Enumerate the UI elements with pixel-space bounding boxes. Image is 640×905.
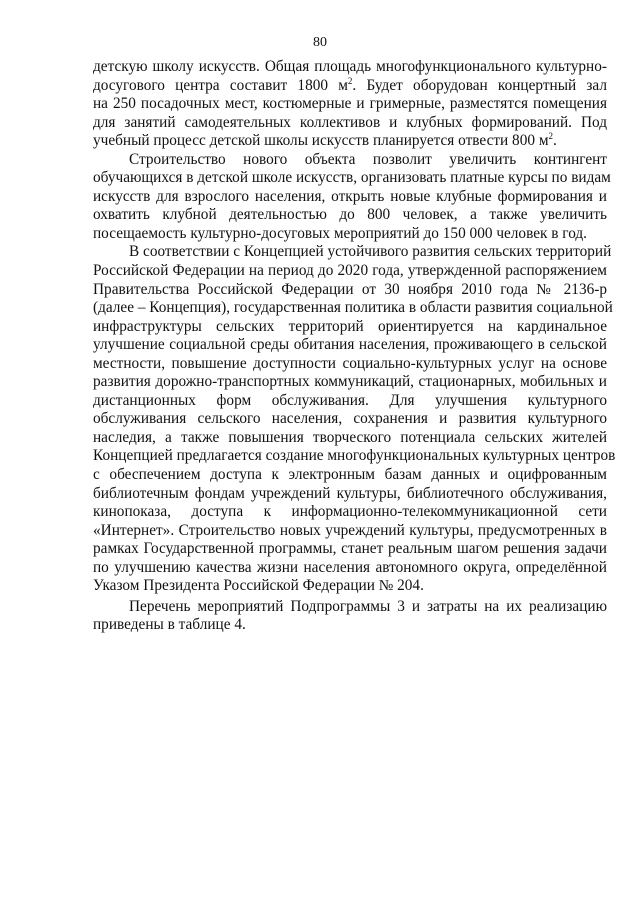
text-line: рамках Государственной программы, станет реальным шагом решения задачи	[93, 540, 607, 558]
text-line: на 250 посадочных мест, костюмерные и гримерные, разместятся помещения	[93, 95, 607, 113]
text-line: обучающихся в детской школе искусств, организовать платные курсы по видам	[93, 169, 611, 187]
text-fragment: досугового центра составит 1800 м	[93, 76, 348, 94]
text-line: Строительство нового объекта позволит увеличить контингент	[129, 150, 607, 168]
text-line: дистанционных форм обслуживания. Для улучшения культурного	[93, 391, 607, 409]
text-line: «Интернет». Строительство новых учреждений культуры, предусмотренных в	[93, 521, 607, 539]
text-fragment: .	[553, 132, 557, 150]
paragraph-2	[93, 150, 611, 244]
text-line: наследия, а также повышения творческого потенциала сельских жителей	[93, 428, 607, 446]
text-line: Указом Президента Российской Федерации № 204.	[93, 577, 424, 595]
text-fragment: учебный процесс детской школы искусств планируется отвести 800 м	[93, 132, 549, 150]
text-line: Российской Федерации на период до 2020 года, утвержденной распоряжением	[93, 262, 607, 280]
text-line: обслуживания сельского населения, сохранения и развития культурного	[93, 410, 607, 428]
paragraph-3	[93, 243, 616, 595]
page-number: 80	[313, 35, 327, 50]
text-line: Перечень мероприятий Подпрограммы 3 и затраты на их реализацию	[129, 597, 607, 615]
text-line: (далее – Концепция), государственная политика в области развития социальной	[93, 299, 613, 317]
text-line: местности, повышение доступности социально-культурных услуг на основе	[93, 354, 607, 372]
text-fragment: . Будет оборудован концертный зал	[352, 76, 607, 94]
body-text	[93, 58, 616, 635]
text-line: библиотечным фондам учреждений культуры, библиотечного обслуживания,	[93, 484, 607, 502]
text-line: посещаемость культурно-досуговых мероприятий до 150 000 человек в год.	[93, 224, 588, 242]
text-line: кинопоказа, доступа к информационно-телекоммуникационной сети	[93, 503, 607, 521]
text-line: искусств для взрослого населения, открыть новые клубные формирования и	[93, 187, 607, 205]
text-line: Правительства Российской Федерации от 30 ноября 2010 года № 2136-р	[93, 280, 607, 298]
text-line	[93, 77, 607, 96]
text-line: для занятий самодеятельных коллективов и клубных формирований. Под	[93, 113, 607, 131]
text-line: детскую школу искусств. Общая площадь многофункционального культурно-	[93, 58, 607, 75]
text-line: приведены в таблице 4.	[93, 616, 246, 634]
text-line: инфраструктуры сельских территорий ориентируется на кардинальное	[93, 317, 607, 335]
text-line: охватить клубной деятельностью до 800 человек, а также увеличить	[93, 206, 607, 224]
text-line: развития дорожно-транспортных коммуникаций, стационарных, мобильных и	[93, 373, 607, 391]
paragraph-4	[93, 598, 607, 635]
text-line: Концепцией предлагается создание многофункциональных культурных центров	[93, 447, 616, 465]
text-line: В соответствии с Концепцией устойчивого развития сельских территорий	[129, 243, 612, 261]
text-line: улучшение социальной среды обитания населения, проживающего в сельской	[93, 336, 607, 354]
text-line	[93, 132, 607, 151]
superscript: 2	[347, 75, 353, 86]
paragraph-1	[93, 58, 607, 151]
superscript: 2	[548, 131, 554, 142]
text-line: по улучшению качества жизни населения автономного округа, определённой	[93, 558, 607, 576]
text-line: с обеспечением доступа к электронным базам данных и оцифрованным	[93, 466, 607, 484]
